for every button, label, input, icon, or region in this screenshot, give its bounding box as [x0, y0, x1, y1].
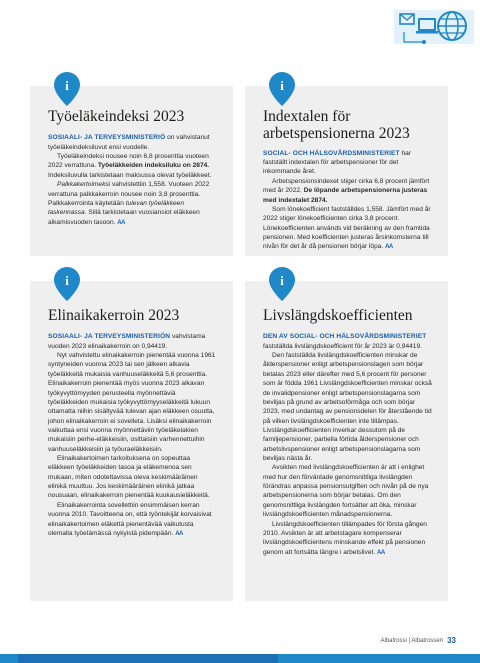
card-title: Elinaikakerroin 2023 — [48, 307, 180, 324]
svg-text:i: i — [280, 78, 284, 93]
end-mark: AA — [385, 244, 393, 251]
svg-text:i: i — [65, 78, 69, 93]
card-indextalen — [245, 78, 448, 256]
info-pin-icon — [269, 72, 295, 106]
end-mark: AA — [117, 219, 125, 226]
info-pin-icon — [269, 267, 295, 301]
end-mark: AA — [377, 549, 385, 556]
paragraph: Livslängdskoefficienten tillämpades för första gången 2010. Avsikten är att arbetstagare kompenserar livslängdskoefficientens minskande effekt på pensionen genom att fortsätta längre i arbetslivet. — [263, 520, 427, 556]
paragraph: Elinaikakertoimen tarkoituksena on sopeuttaa eläkkeen työeläkkeiden tasoa ja eläkemenoa sen mukaan, miten odotettavissa oleva keskimääräinen elinikä muuttuu. Jos keskimääräinen elinikä jatkaa nousuaan, elinaikakerroin pienentää kuukausieläkkeitä. — [48, 455, 210, 500]
card-title: Livslängdskoefficienten — [263, 307, 413, 324]
bottom-stripe — [18, 654, 278, 663]
page-number: 33 — [447, 636, 456, 645]
card-body — [263, 149, 432, 252]
paragraph: Den fastställda livslängdskoefficienten minskar de ålderspensioner enligt arbetspensionslagen som börjar betalas 2023 eller därefter med 5,6 procent för personer som är födda 1961 Livslängdskoefficienten minskar också de invalidpensioner enligt arbetspensionslagarna som beviljas på grund av arbetsoförmåga och som börjar 2023, med undantag av pensionsdelen för återstående tid på vilken livslängdskoefficienten inte tillämpas. Livslängdskoefficienten inverkar dessutom på de familjepensioner, partiella förtida ålderspensioner och arbetslivspensioner enligt arbetspensionslagarna som beviljas nästa år. — [263, 352, 432, 463]
card-elinaikakerroin — [30, 273, 233, 601]
page-footer — [381, 636, 457, 645]
lead-org: SOSIAALI- JA TERVEYSMINISTERIÖ — [48, 134, 166, 142]
lead-text: on vahvistanut työeläkeindeksiluvut ensi vuodelle. — [48, 134, 210, 151]
lead-org: DEN AV SOCIAL- OCH HÄLSOVÅRDSMINISTERIET — [263, 333, 427, 341]
paragraph: Työeläkeindeksi nousee noin 6,8 prosenttia vuoteen 2022 verrattuna. — [48, 153, 209, 170]
svg-text:i: i — [280, 273, 284, 288]
lead-org: SOSIAALI- JA TERVEYSMINISTERIÖN — [48, 333, 171, 341]
card-title: Työeläkeindeksi 2023 — [48, 108, 185, 125]
card-tyoelakeindeksi — [30, 78, 233, 256]
paragraph: Indeksiluvulla tarkistetaan maksussa olevat työeläkkeet. — [48, 171, 212, 179]
paragraph: Avsikten med livslängdskoefficienten är att i enlighet med hur den förväntade genomsnittliga livslängden förändras anpassa pensionsutgiften och nivån på de nya arbetspensionerna som börjar betalas. Om den genomsnittliga livslängden fortsätter att öka, minskar livslängdskoefficienten månadspensionerna. — [263, 464, 429, 519]
svg-text:i: i — [65, 273, 69, 288]
end-mark: AA — [175, 530, 183, 537]
card-body — [48, 332, 217, 538]
paragraph: Som lönekoefficient fastställdes 1,558. Jämfört med år 2022 stiger lönekoefficienten cirka 3,8 procent. Lönekoefficienten används vid beräkning av den framtida pensionen. Med koefficienten justeras årsinkomsterna till nivån för det år då pensionen börjar löpa. — [263, 205, 431, 251]
emphasis: Palkkakertoimeksi — [57, 181, 111, 189]
tech-globe-icon — [394, 4, 474, 52]
lead-org: SOCIAL- OCH HÄLSOVÅRDSMINISTERIET — [263, 149, 400, 157]
lead-text: vahvistama vuoden 2023 elinaikakerroin on 0,94419. — [48, 333, 206, 350]
paragraph: vahvistettiin 1,558. Vuoteen 2022 verrattuna palkkakerroin nousee noin 3,8 prosenttia. Palkkakerrointa käytetään — [48, 181, 210, 207]
info-pin-icon — [54, 72, 80, 106]
publication-name: Albatrossi | Albatrossen — [380, 637, 444, 644]
card-body — [48, 133, 217, 227]
card-livslangdskoefficienten — [245, 273, 448, 601]
emphasis: De löpande arbetspensionerna justeras med indextalet 2874. — [263, 187, 428, 204]
info-pin-icon — [54, 267, 80, 301]
paragraph: Sillä tarkistetaan vuosiansiot eläkkeen alkamisvuoden tasoon. — [48, 209, 200, 226]
paragraph: Arbetspensionsindexet stiger cirka 6,8 procent jämfört med år 2022. — [263, 177, 430, 195]
card-body — [263, 332, 432, 557]
lead-text: fastställda livslängdskoefficient för år 2023 är 0,94419. — [263, 342, 422, 350]
lead-text: har fastställt indextalen för arbetspensioner för det inkommande året. — [263, 149, 412, 176]
emphasis: tulevan työeläkkeen laskennassa. — [48, 199, 184, 217]
paragraph: Elinaikakerrointa sovellettiin ensimmäisen kerran vuonna 2010. Tavoitteena on, että työntekijät korvaisivat elinaikakertoimen eläkettä pienentävää vaikutusta olemalla työelämässä nykyistä pidempään. — [48, 501, 212, 537]
card-title: Indextalen för arbetspensionerna 2023 — [263, 108, 410, 143]
paragraph: Nyt vahvistettu elinaikakerroin pienentää vuonna 1961 syntyneiden vuonna 2023 tai sen jälkeen alkavia työeläkkeitä mukaisia vanhuuseläkkeitä 5,6 prosenttia. Elinaikakerroin pienentää myös vuonna 2023 alkavan työkyvyttömyyden perusteella myönnettäviä työeläkkeiden mukaisia työkyvyttömyyseläkkeitä lukuun ottamatta niihin sisältyvää tulevan ajan eläkkeen osuutta, johon elinaikakerroin ei sovelleta. Lisäksi elinaikakerroin vaikuttaa ensi vuonna myönnettäviin työeläkelakien mukaisiin perhe-eläkkeisiin, osittaisiin varhennettuihin vanhuuseläkkeisiin ja työuraeläkkeisiin. — [48, 352, 216, 453]
emphasis: Työeläkkeiden indeksiluku on 2874. — [97, 162, 210, 170]
